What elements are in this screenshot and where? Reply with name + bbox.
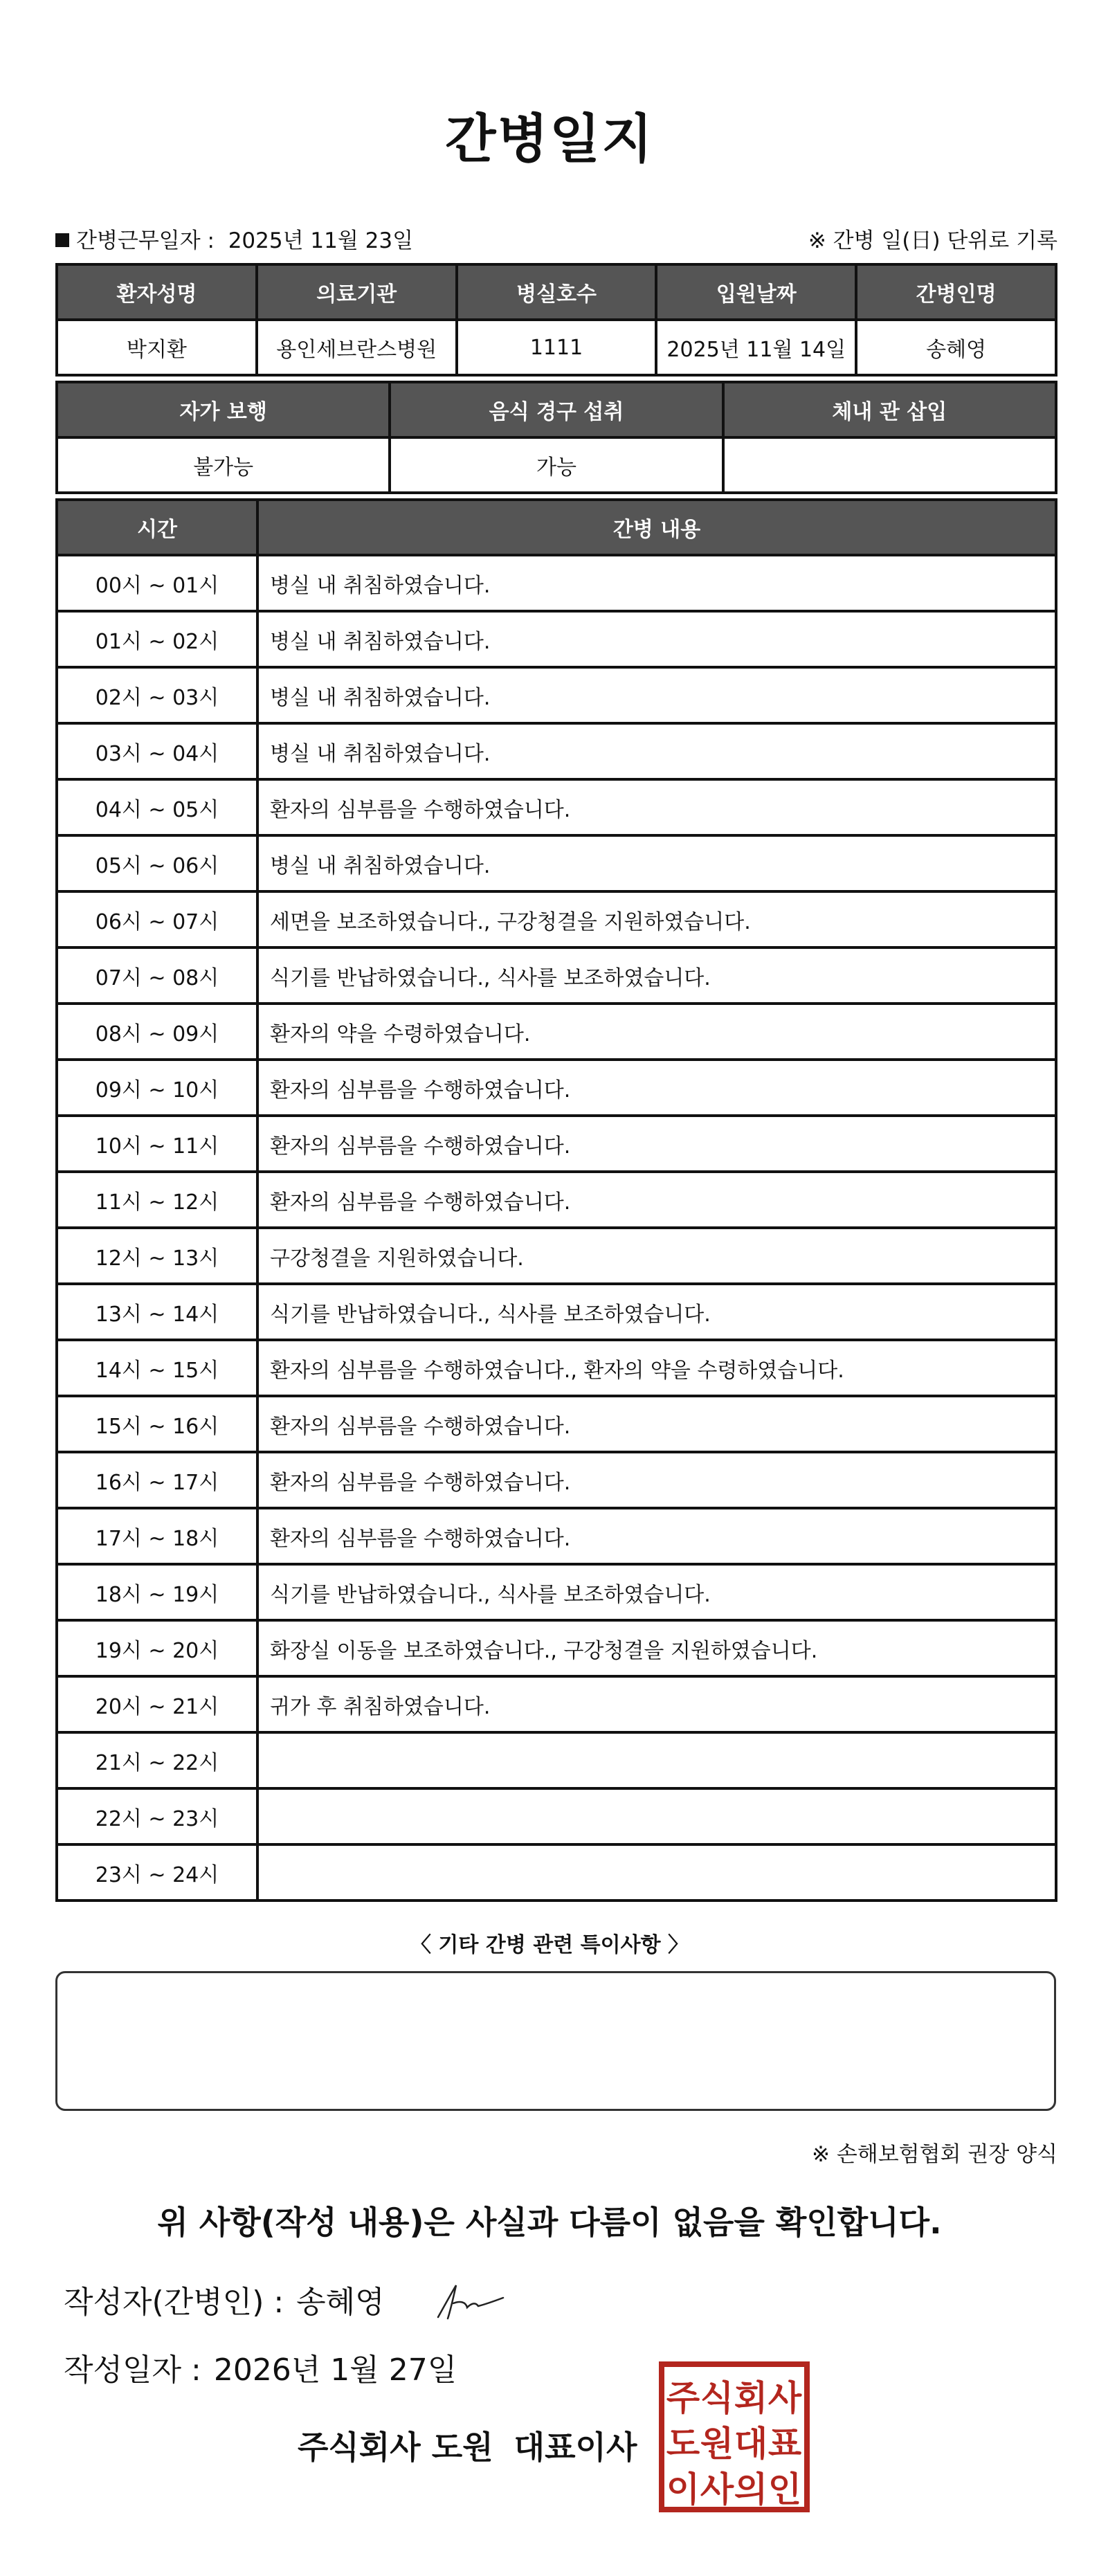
seal-char: 의 bbox=[734, 2469, 768, 2510]
header-tube-insertion: 체내 관 삽입 bbox=[723, 382, 1056, 437]
log-time: 08시 ~ 09시 bbox=[57, 1004, 257, 1060]
seal-char: 표 bbox=[768, 2424, 802, 2464]
log-content: 화장실 이동을 보조하였습니다., 구강청결을 지원하였습니다. bbox=[257, 1620, 1056, 1676]
admission-date: 2025년 11월 14일 bbox=[656, 320, 856, 375]
log-time: 00시 ~ 01시 bbox=[57, 555, 257, 611]
confirmation-statement: 위 사항(작성 내용)은 사실과 다름이 없음을 확인합니다. bbox=[157, 2204, 942, 2241]
header-patient-name: 환자성명 bbox=[57, 264, 257, 320]
company-name: 주식회사 도원 bbox=[298, 2429, 493, 2466]
care-log-table bbox=[55, 498, 1057, 1902]
seal-char: 대 bbox=[734, 2424, 768, 2464]
log-time: 14시 ~ 15시 bbox=[57, 1340, 257, 1396]
header-self-walking: 자가 보행 bbox=[57, 382, 390, 437]
log-time: 04시 ~ 05시 bbox=[57, 779, 257, 835]
log-content: 환자의 심부름을 수행하였습니다., 환자의 약을 수령하였습니다. bbox=[257, 1340, 1056, 1396]
signature-icon bbox=[433, 2277, 509, 2325]
patient-info-table bbox=[55, 263, 1057, 377]
log-time: 09시 ~ 10시 bbox=[57, 1060, 257, 1116]
table-row bbox=[57, 1228, 1056, 1284]
seal-char: 식 bbox=[700, 2378, 734, 2418]
seal-char: 사 bbox=[700, 2469, 734, 2510]
square-bullet-icon bbox=[55, 233, 69, 247]
log-content: 환자의 심부름을 수행하였습니다. bbox=[257, 779, 1056, 835]
log-time: 01시 ~ 02시 bbox=[57, 611, 257, 667]
log-header-row bbox=[57, 500, 1056, 555]
seal-char: 회 bbox=[734, 2378, 768, 2418]
header-caregiver-name: 간병인명 bbox=[856, 264, 1056, 320]
table-row bbox=[57, 779, 1056, 835]
table-row bbox=[57, 1844, 1056, 1901]
seal-char: 도 bbox=[666, 2424, 700, 2464]
written-date-value: 2026년 1월 27일 bbox=[213, 2352, 457, 2388]
log-content: 식기를 반납하였습니다., 식사를 보조하였습니다. bbox=[257, 947, 1056, 1004]
patient-header-row bbox=[57, 264, 1056, 320]
table-row bbox=[57, 1284, 1056, 1340]
ability-value-row bbox=[57, 437, 1056, 493]
table-row bbox=[57, 611, 1056, 667]
seal-char: 원 bbox=[700, 2424, 734, 2464]
log-content: 환자의 심부름을 수행하였습니다. bbox=[257, 1396, 1056, 1452]
hospital-name: 용인세브란스병원 bbox=[257, 320, 457, 375]
log-time: 03시 ~ 04시 bbox=[57, 723, 257, 779]
table-row bbox=[57, 1004, 1056, 1060]
table-row bbox=[57, 1620, 1056, 1676]
patient-value-row bbox=[57, 320, 1056, 375]
written-date-line bbox=[64, 2345, 457, 2389]
header-care-content: 간병 내용 bbox=[257, 500, 1056, 555]
log-content: 환자의 심부름을 수행하였습니다. bbox=[257, 1172, 1056, 1228]
work-date-value: 2025년 11월 23일 bbox=[228, 228, 414, 253]
header-room-number: 병실호수 bbox=[457, 264, 657, 320]
log-time: 02시 ~ 03시 bbox=[57, 667, 257, 723]
log-time: 10시 ~ 11시 bbox=[57, 1116, 257, 1172]
ability-header-row bbox=[57, 382, 1056, 437]
table-row bbox=[57, 947, 1056, 1004]
table-row bbox=[57, 1116, 1056, 1172]
log-content: 병실 내 취침하였습니다. bbox=[257, 555, 1056, 611]
log-content: 환자의 약을 수령하였습니다. bbox=[257, 1004, 1056, 1060]
log-content: 환자의 심부름을 수행하였습니다. bbox=[257, 1508, 1056, 1564]
log-time: 23시 ~ 24시 bbox=[57, 1844, 257, 1901]
header-oral-intake: 음식 경구 섭취 bbox=[390, 382, 723, 437]
table-row bbox=[57, 723, 1056, 779]
unit-note: ※ 간병 일(日) 단위로 기록 bbox=[808, 228, 1057, 253]
table-row bbox=[57, 1564, 1056, 1620]
table-row bbox=[57, 667, 1056, 723]
log-time: 17시 ~ 18시 bbox=[57, 1508, 257, 1564]
document-title: 간병일지 bbox=[445, 108, 654, 170]
company-role: 대표이사 bbox=[514, 2429, 637, 2466]
log-body bbox=[57, 555, 1056, 1901]
log-time: 05시 ~ 06시 bbox=[57, 835, 257, 891]
notes-title: 〈 기타 간병 관련 특이사항 〉 bbox=[410, 1933, 689, 1957]
log-time: 22시 ~ 23시 bbox=[57, 1788, 257, 1844]
log-time: 21시 ~ 22시 bbox=[57, 1732, 257, 1788]
table-row bbox=[57, 1172, 1056, 1228]
oral-intake-value: 가능 bbox=[390, 437, 723, 493]
log-time: 13시 ~ 14시 bbox=[57, 1284, 257, 1340]
table-row bbox=[57, 891, 1056, 947]
patient-ability-table bbox=[55, 381, 1057, 494]
tube-insertion-value bbox=[723, 437, 1056, 493]
log-content: 병실 내 취침하였습니다. bbox=[257, 611, 1056, 667]
seal-char: 인 bbox=[768, 2469, 802, 2510]
log-time: 11시 ~ 12시 bbox=[57, 1172, 257, 1228]
log-time: 16시 ~ 17시 bbox=[57, 1452, 257, 1508]
log-time: 20시 ~ 21시 bbox=[57, 1676, 257, 1732]
header-hospital: 의료기관 bbox=[257, 264, 457, 320]
seal-char: 주 bbox=[666, 2378, 700, 2418]
table-row bbox=[57, 1788, 1056, 1844]
table-row bbox=[57, 1452, 1056, 1508]
company-line bbox=[298, 2422, 637, 2468]
header-time: 시간 bbox=[57, 500, 257, 555]
log-time: 19시 ~ 20시 bbox=[57, 1620, 257, 1676]
log-time: 07시 ~ 08시 bbox=[57, 947, 257, 1004]
table-row bbox=[57, 1508, 1056, 1564]
table-row bbox=[57, 1340, 1056, 1396]
log-time: 12시 ~ 13시 bbox=[57, 1228, 257, 1284]
room-number: 1111 bbox=[457, 320, 657, 375]
log-content: 병실 내 취침하였습니다. bbox=[257, 723, 1056, 779]
log-content bbox=[257, 1732, 1056, 1788]
written-date-label: 작성일자 : bbox=[64, 2352, 201, 2388]
work-date-line bbox=[55, 223, 413, 254]
log-content: 식기를 반납하였습니다., 식사를 보조하였습니다. bbox=[257, 1284, 1056, 1340]
log-content bbox=[257, 1788, 1056, 1844]
log-time: 06시 ~ 07시 bbox=[57, 891, 257, 947]
company-seal-icon bbox=[657, 2360, 811, 2514]
log-content: 병실 내 취침하였습니다. bbox=[257, 667, 1056, 723]
log-content bbox=[257, 1844, 1056, 1901]
seal-char: 사 bbox=[768, 2378, 802, 2418]
recommend-note: ※ 손해보험협회 권장 양식 bbox=[812, 2142, 1057, 2167]
self-walking-value: 불가능 bbox=[57, 437, 390, 493]
table-row bbox=[57, 835, 1056, 891]
log-content: 구강청결을 지원하였습니다. bbox=[257, 1228, 1056, 1284]
table-row bbox=[57, 555, 1056, 611]
log-content: 식기를 반납하였습니다., 식사를 보조하였습니다. bbox=[257, 1564, 1056, 1620]
patient-name: 박지환 bbox=[57, 320, 257, 375]
table-row bbox=[57, 1732, 1056, 1788]
work-date-label: 간병근무일자 : bbox=[76, 228, 215, 253]
seal-char: 이 bbox=[666, 2469, 700, 2510]
writer-name: 송혜영 bbox=[296, 2285, 385, 2320]
caregiver-name: 송혜영 bbox=[856, 320, 1056, 375]
log-content: 환자의 심부름을 수행하였습니다. bbox=[257, 1452, 1056, 1508]
table-row bbox=[57, 1396, 1056, 1452]
log-time: 15시 ~ 16시 bbox=[57, 1396, 257, 1452]
header-admission-date: 입원날짜 bbox=[656, 264, 856, 320]
writer-line bbox=[64, 2277, 385, 2321]
log-content: 세면을 보조하였습니다., 구강청결을 지원하였습니다. bbox=[257, 891, 1056, 947]
table-row bbox=[57, 1060, 1056, 1116]
log-content: 환자의 심부름을 수행하였습니다. bbox=[257, 1116, 1056, 1172]
log-content: 환자의 심부름을 수행하였습니다. bbox=[257, 1060, 1056, 1116]
log-time: 18시 ~ 19시 bbox=[57, 1564, 257, 1620]
log-content: 귀가 후 취침하였습니다. bbox=[257, 1676, 1056, 1732]
log-content: 병실 내 취침하였습니다. bbox=[257, 835, 1056, 891]
table-row bbox=[57, 1676, 1056, 1732]
special-notes-box bbox=[55, 1971, 1056, 2111]
writer-label: 작성자(간병인) : bbox=[64, 2285, 284, 2320]
